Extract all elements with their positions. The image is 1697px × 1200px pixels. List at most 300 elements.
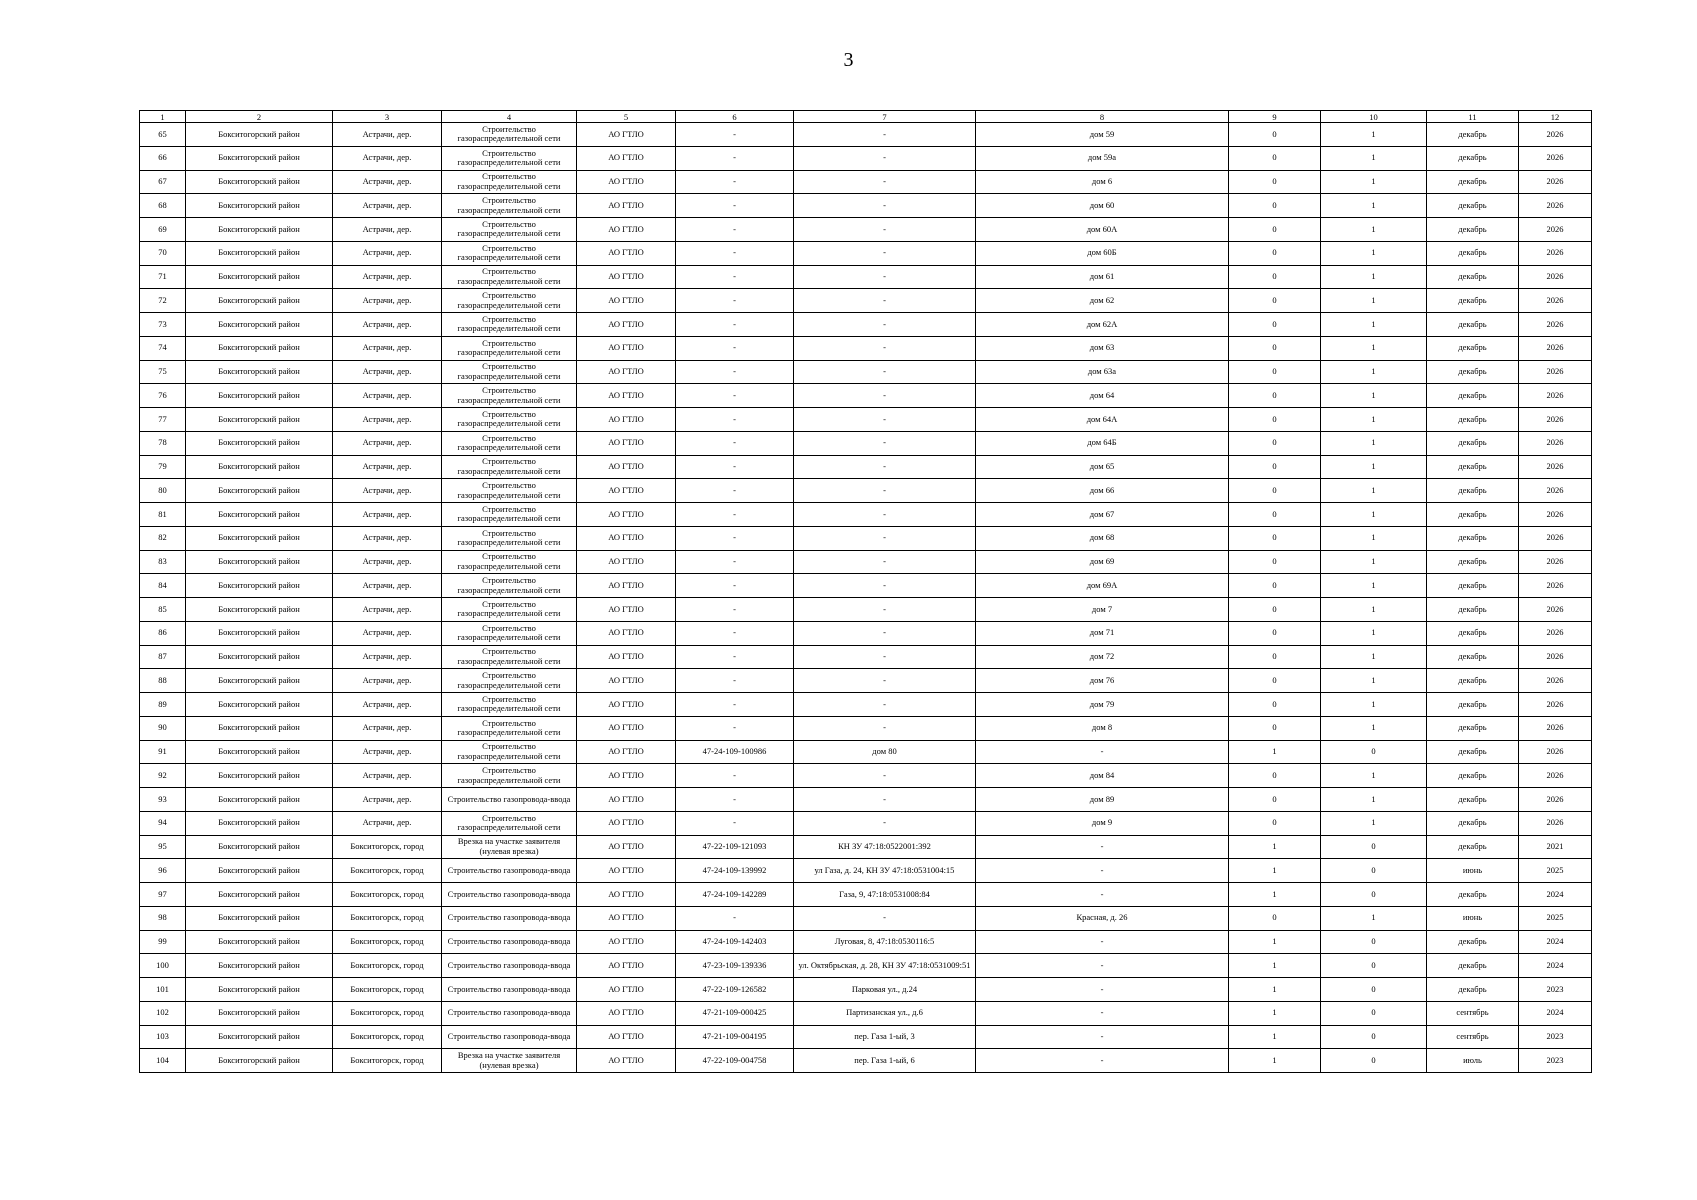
cell-col-month: июль: [1427, 1049, 1519, 1073]
cell-col-month: декабрь: [1427, 408, 1519, 432]
cell-col-count-a: 0: [1229, 408, 1321, 432]
cell-col-work-type: Строительство газораспределительной сети: [442, 408, 577, 432]
header-cell-col-organization: 5: [577, 111, 676, 123]
cell-col-locality: Астрачи, дер.: [333, 479, 442, 503]
cell-col-number: 83: [140, 550, 186, 574]
cell-col-month: декабрь: [1427, 123, 1519, 147]
cell-col-year: 2026: [1519, 170, 1592, 194]
cell-col-month: июнь: [1427, 859, 1519, 883]
cell-col-locality: Астрачи, дер.: [333, 313, 442, 337]
cell-col-district: Бокситогорский район: [186, 431, 333, 455]
cell-col-address-house: -: [976, 883, 1229, 907]
cell-col-work-type: Строительство газораспределительной сети: [442, 503, 577, 527]
cell-col-organization: АО ГТЛО: [577, 431, 676, 455]
table-row: [140, 503, 1592, 527]
cell-col-address-applicant: -: [794, 289, 976, 313]
cell-col-application-number: -: [676, 788, 794, 812]
cell-col-count-b: 1: [1321, 146, 1427, 170]
cell-col-address-house: дом 69А: [976, 574, 1229, 598]
cell-col-application-number: -: [676, 503, 794, 527]
cell-col-work-type: Строительство газораспределительной сети: [442, 170, 577, 194]
cell-col-year: 2026: [1519, 265, 1592, 289]
cell-col-count-b: 1: [1321, 455, 1427, 479]
cell-col-address-applicant: -: [794, 598, 976, 622]
cell-col-address-applicant: дом 80: [794, 740, 976, 764]
cell-col-month: декабрь: [1427, 218, 1519, 242]
cell-col-work-type: Строительство газораспределительной сети: [442, 550, 577, 574]
cell-col-locality: Астрачи, дер.: [333, 289, 442, 313]
cell-col-application-number: -: [676, 408, 794, 432]
cell-col-month: декабрь: [1427, 621, 1519, 645]
cell-col-work-type: Врезка на участке заявителя (нулевая врезка): [442, 1049, 577, 1073]
cell-col-month: декабрь: [1427, 740, 1519, 764]
cell-col-locality: Астрачи, дер.: [333, 526, 442, 550]
header-cell-col-count-a: 9: [1229, 111, 1321, 123]
cell-col-district: Бокситогорский район: [186, 930, 333, 954]
cell-col-number: 79: [140, 455, 186, 479]
cell-col-application-number: -: [676, 693, 794, 717]
cell-col-address-applicant: -: [794, 218, 976, 242]
table-row: [140, 621, 1592, 645]
cell-col-count-a: 0: [1229, 550, 1321, 574]
cell-col-year: 2026: [1519, 574, 1592, 598]
cell-col-locality: Астрачи, дер.: [333, 669, 442, 693]
cell-col-count-a: 0: [1229, 455, 1321, 479]
cell-col-count-b: 1: [1321, 621, 1427, 645]
cell-col-district: Бокситогорский район: [186, 218, 333, 242]
cell-col-organization: АО ГТЛО: [577, 669, 676, 693]
cell-col-count-a: 0: [1229, 123, 1321, 147]
cell-col-number: 100: [140, 954, 186, 978]
cell-col-number: 90: [140, 716, 186, 740]
cell-col-locality: Бокситогорск, город: [333, 930, 442, 954]
cell-col-count-b: 1: [1321, 289, 1427, 313]
cell-col-month: декабрь: [1427, 645, 1519, 669]
cell-col-month: декабрь: [1427, 811, 1519, 835]
cell-col-application-number: -: [676, 716, 794, 740]
cell-col-address-applicant: -: [794, 503, 976, 527]
table-row: [140, 170, 1592, 194]
cell-col-count-b: 1: [1321, 218, 1427, 242]
cell-col-application-number: 47-21-109-000425: [676, 1001, 794, 1025]
cell-col-work-type: Строительство газораспределительной сети: [442, 740, 577, 764]
cell-col-year: 2026: [1519, 645, 1592, 669]
cell-col-number: 93: [140, 788, 186, 812]
cell-col-count-b: 0: [1321, 740, 1427, 764]
cell-col-month: декабрь: [1427, 835, 1519, 859]
cell-col-application-number: -: [676, 811, 794, 835]
cell-col-count-b: 0: [1321, 1049, 1427, 1073]
cell-col-number: 101: [140, 978, 186, 1002]
cell-col-number: 75: [140, 360, 186, 384]
cell-col-month: декабрь: [1427, 455, 1519, 479]
cell-col-address-house: -: [976, 954, 1229, 978]
table-row: [140, 336, 1592, 360]
cell-col-number: 82: [140, 526, 186, 550]
cell-col-year: 2026: [1519, 788, 1592, 812]
cell-col-address-applicant: -: [794, 360, 976, 384]
header-cell-col-month: 11: [1427, 111, 1519, 123]
cell-col-year: 2026: [1519, 218, 1592, 242]
cell-col-work-type: Строительство газораспределительной сети: [442, 598, 577, 622]
cell-col-count-a: 0: [1229, 384, 1321, 408]
cell-col-organization: АО ГТЛО: [577, 1025, 676, 1049]
cell-col-district: Бокситогорский район: [186, 503, 333, 527]
cell-col-organization: АО ГТЛО: [577, 645, 676, 669]
cell-col-address-house: дом 63а: [976, 360, 1229, 384]
cell-col-organization: АО ГТЛО: [577, 859, 676, 883]
cell-col-year: 2024: [1519, 954, 1592, 978]
cell-col-year: 2026: [1519, 740, 1592, 764]
cell-col-address-applicant: -: [794, 621, 976, 645]
cell-col-year: 2026: [1519, 431, 1592, 455]
cell-col-address-applicant: -: [794, 313, 976, 337]
cell-col-application-number: -: [676, 170, 794, 194]
table-row: [140, 740, 1592, 764]
cell-col-number: 97: [140, 883, 186, 907]
cell-col-year: 2025: [1519, 859, 1592, 883]
cell-col-address-house: дом 61: [976, 265, 1229, 289]
header-cell-col-district: 2: [186, 111, 333, 123]
cell-col-district: Бокситогорский район: [186, 574, 333, 598]
cell-col-address-applicant: -: [794, 788, 976, 812]
cell-col-year: 2026: [1519, 764, 1592, 788]
cell-col-application-number: -: [676, 384, 794, 408]
cell-col-district: Бокситогорский район: [186, 455, 333, 479]
cell-col-count-a: 0: [1229, 526, 1321, 550]
cell-col-count-a: 0: [1229, 574, 1321, 598]
table-row: [140, 360, 1592, 384]
cell-col-count-a: 0: [1229, 598, 1321, 622]
cell-col-number: 104: [140, 1049, 186, 1073]
cell-col-count-b: 1: [1321, 479, 1427, 503]
cell-col-month: декабрь: [1427, 954, 1519, 978]
cell-col-district: Бокситогорский район: [186, 194, 333, 218]
cell-col-organization: АО ГТЛО: [577, 930, 676, 954]
cell-col-year: 2021: [1519, 835, 1592, 859]
table-row: [140, 598, 1592, 622]
cell-col-organization: АО ГТЛО: [577, 574, 676, 598]
cell-col-locality: Астрачи, дер.: [333, 408, 442, 432]
cell-col-number: 87: [140, 645, 186, 669]
table-row: [140, 835, 1592, 859]
cell-col-year: 2026: [1519, 598, 1592, 622]
cell-col-application-number: -: [676, 218, 794, 242]
cell-col-count-a: 1: [1229, 954, 1321, 978]
cell-col-district: Бокситогорский район: [186, 146, 333, 170]
cell-col-district: Бокситогорский район: [186, 384, 333, 408]
cell-col-address-applicant: Луговая, 8, 47:18:0530116:5: [794, 930, 976, 954]
cell-col-count-a: 0: [1229, 289, 1321, 313]
table-row: [140, 194, 1592, 218]
cell-col-address-applicant: -: [794, 669, 976, 693]
cell-col-address-applicant: -: [794, 408, 976, 432]
cell-col-year: 2023: [1519, 1025, 1592, 1049]
cell-col-district: Бокситогорский район: [186, 360, 333, 384]
cell-col-work-type: Строительство газораспределительной сети: [442, 431, 577, 455]
cell-col-district: Бокситогорский район: [186, 1025, 333, 1049]
cell-col-address-house: -: [976, 930, 1229, 954]
cell-col-month: декабрь: [1427, 716, 1519, 740]
cell-col-district: Бокситогорский район: [186, 835, 333, 859]
cell-col-count-b: 1: [1321, 645, 1427, 669]
cell-col-count-a: 0: [1229, 170, 1321, 194]
cell-col-address-applicant: -: [794, 906, 976, 930]
cell-col-address-house: дом 59а: [976, 146, 1229, 170]
cell-col-locality: Астрачи, дер.: [333, 336, 442, 360]
cell-col-locality: Бокситогорск, город: [333, 906, 442, 930]
cell-col-locality: Астрачи, дер.: [333, 170, 442, 194]
cell-col-count-a: 1: [1229, 930, 1321, 954]
cell-col-count-b: 0: [1321, 835, 1427, 859]
cell-col-application-number: 47-22-109-004758: [676, 1049, 794, 1073]
cell-col-address-house: дом 69: [976, 550, 1229, 574]
cell-col-address-applicant: -: [794, 811, 976, 835]
cell-col-number: 95: [140, 835, 186, 859]
cell-col-district: Бокситогорский район: [186, 740, 333, 764]
cell-col-district: Бокситогорский район: [186, 408, 333, 432]
cell-col-number: 76: [140, 384, 186, 408]
cell-col-organization: АО ГТЛО: [577, 693, 676, 717]
cell-col-year: 2026: [1519, 408, 1592, 432]
cell-col-count-b: 1: [1321, 313, 1427, 337]
cell-col-address-house: дом 68: [976, 526, 1229, 550]
cell-col-address-house: Красная, д. 26: [976, 906, 1229, 930]
cell-col-month: декабрь: [1427, 598, 1519, 622]
cell-col-count-a: 0: [1229, 503, 1321, 527]
cell-col-address-house: дом 66: [976, 479, 1229, 503]
cell-col-count-a: 0: [1229, 241, 1321, 265]
cell-col-address-applicant: -: [794, 574, 976, 598]
cell-col-count-a: 1: [1229, 883, 1321, 907]
cell-col-count-a: 1: [1229, 740, 1321, 764]
cell-col-district: Бокситогорский район: [186, 859, 333, 883]
table-row: [140, 788, 1592, 812]
cell-col-address-house: дом 89: [976, 788, 1229, 812]
cell-col-month: декабрь: [1427, 930, 1519, 954]
cell-col-count-b: 1: [1321, 764, 1427, 788]
cell-col-address-house: дом 65: [976, 455, 1229, 479]
cell-col-organization: АО ГТЛО: [577, 740, 676, 764]
cell-col-count-b: 1: [1321, 503, 1427, 527]
cell-col-application-number: 47-23-109-139336: [676, 954, 794, 978]
cell-col-work-type: Строительство газораспределительной сети: [442, 360, 577, 384]
cell-col-locality: Бокситогорск, город: [333, 835, 442, 859]
cell-col-work-type: Строительство газораспределительной сети: [442, 146, 577, 170]
cell-col-count-a: 0: [1229, 788, 1321, 812]
cell-col-count-a: 0: [1229, 764, 1321, 788]
cell-col-district: Бокситогорский район: [186, 764, 333, 788]
cell-col-organization: АО ГТЛО: [577, 336, 676, 360]
table-header: [140, 111, 1592, 123]
cell-col-work-type: Строительство газораспределительной сети: [442, 645, 577, 669]
cell-col-year: 2026: [1519, 123, 1592, 147]
cell-col-work-type: Строительство газопровода-ввода: [442, 906, 577, 930]
cell-col-application-number: -: [676, 265, 794, 289]
header-cell-col-application-number: 6: [676, 111, 794, 123]
table-row: [140, 811, 1592, 835]
cell-col-count-b: 1: [1321, 574, 1427, 598]
cell-col-year: 2026: [1519, 811, 1592, 835]
cell-col-organization: АО ГТЛО: [577, 811, 676, 835]
cell-col-address-applicant: -: [794, 336, 976, 360]
cell-col-month: декабрь: [1427, 526, 1519, 550]
cell-col-count-a: 0: [1229, 218, 1321, 242]
table-row: [140, 669, 1592, 693]
cell-col-address-applicant: -: [794, 170, 976, 194]
table-row: [140, 693, 1592, 717]
cell-col-organization: АО ГТЛО: [577, 526, 676, 550]
table-row: [140, 1049, 1592, 1073]
cell-col-year: 2026: [1519, 313, 1592, 337]
registry-table: [139, 110, 1592, 1073]
cell-col-month: декабрь: [1427, 574, 1519, 598]
cell-col-district: Бокситогорский район: [186, 788, 333, 812]
cell-col-district: Бокситогорский район: [186, 313, 333, 337]
cell-col-address-applicant: -: [794, 455, 976, 479]
table-row: [140, 930, 1592, 954]
cell-col-address-applicant: пер. Газа 1-ый, 6: [794, 1049, 976, 1073]
table-row: [140, 978, 1592, 1002]
cell-col-address-applicant: -: [794, 146, 976, 170]
cell-col-number: 72: [140, 289, 186, 313]
cell-col-year: 2026: [1519, 716, 1592, 740]
cell-col-district: Бокситогорский район: [186, 123, 333, 147]
cell-col-district: Бокситогорский район: [186, 954, 333, 978]
cell-col-work-type: Строительство газораспределительной сети: [442, 384, 577, 408]
cell-col-work-type: Строительство газопровода-ввода: [442, 954, 577, 978]
table-row: [140, 289, 1592, 313]
cell-col-address-house: дом 8: [976, 716, 1229, 740]
cell-col-count-a: 0: [1229, 811, 1321, 835]
cell-col-month: сентябрь: [1427, 1001, 1519, 1025]
cell-col-work-type: Строительство газопровода-ввода: [442, 1025, 577, 1049]
header-cell-col-number: 1: [140, 111, 186, 123]
cell-col-number: 74: [140, 336, 186, 360]
cell-col-year: 2024: [1519, 930, 1592, 954]
table-row: [140, 123, 1592, 147]
cell-col-address-applicant: КН ЗУ 47:18:0522001:392: [794, 835, 976, 859]
cell-col-address-house: дом 71: [976, 621, 1229, 645]
cell-col-count-b: 1: [1321, 716, 1427, 740]
cell-col-year: 2026: [1519, 384, 1592, 408]
cell-col-number: 85: [140, 598, 186, 622]
cell-col-address-house: дом 59: [976, 123, 1229, 147]
cell-col-locality: Астрачи, дер.: [333, 574, 442, 598]
cell-col-month: декабрь: [1427, 313, 1519, 337]
cell-col-address-house: дом 64: [976, 384, 1229, 408]
cell-col-count-a: 0: [1229, 693, 1321, 717]
cell-col-application-number: -: [676, 289, 794, 313]
cell-col-organization: АО ГТЛО: [577, 313, 676, 337]
cell-col-application-number: -: [676, 764, 794, 788]
cell-col-month: декабрь: [1427, 265, 1519, 289]
cell-col-count-a: 0: [1229, 431, 1321, 455]
table-row: [140, 859, 1592, 883]
cell-col-number: 69: [140, 218, 186, 242]
cell-col-locality: Астрачи, дер.: [333, 241, 442, 265]
cell-col-address-house: -: [976, 859, 1229, 883]
cell-col-year: 2026: [1519, 336, 1592, 360]
cell-col-month: июнь: [1427, 906, 1519, 930]
cell-col-organization: АО ГТЛО: [577, 170, 676, 194]
cell-col-locality: Астрачи, дер.: [333, 218, 442, 242]
cell-col-locality: Астрачи, дер.: [333, 146, 442, 170]
cell-col-address-applicant: ул. Октябрьская, д. 28, КН ЗУ 47:18:0531009:51: [794, 954, 976, 978]
cell-col-address-applicant: -: [794, 384, 976, 408]
cell-col-organization: АО ГТЛО: [577, 123, 676, 147]
cell-col-locality: Бокситогорск, город: [333, 1049, 442, 1073]
cell-col-count-b: 0: [1321, 930, 1427, 954]
cell-col-organization: АО ГТЛО: [577, 146, 676, 170]
cell-col-count-a: 0: [1229, 194, 1321, 218]
cell-col-count-a: 0: [1229, 146, 1321, 170]
cell-col-address-house: -: [976, 1049, 1229, 1073]
cell-col-district: Бокситогорский район: [186, 621, 333, 645]
cell-col-month: декабрь: [1427, 194, 1519, 218]
table-body: [140, 123, 1592, 1073]
cell-col-work-type: Строительство газораспределительной сети: [442, 574, 577, 598]
cell-col-locality: Астрачи, дер.: [333, 265, 442, 289]
cell-col-count-b: 0: [1321, 883, 1427, 907]
cell-col-locality: Астрачи, дер.: [333, 455, 442, 479]
table-row: [140, 431, 1592, 455]
cell-col-year: 2026: [1519, 693, 1592, 717]
cell-col-district: Бокситогорский район: [186, 265, 333, 289]
cell-col-address-house: дом 84: [976, 764, 1229, 788]
cell-col-count-b: 1: [1321, 526, 1427, 550]
cell-col-count-a: 0: [1229, 265, 1321, 289]
cell-col-address-house: дом 7: [976, 598, 1229, 622]
cell-col-district: Бокситогорский район: [186, 336, 333, 360]
cell-col-district: Бокситогорский район: [186, 978, 333, 1002]
cell-col-month: декабрь: [1427, 669, 1519, 693]
cell-col-count-a: 0: [1229, 313, 1321, 337]
cell-col-address-applicant: Газа, 9, 47:18:0531008:84: [794, 883, 976, 907]
cell-col-number: 71: [140, 265, 186, 289]
cell-col-application-number: -: [676, 621, 794, 645]
table-row: [140, 954, 1592, 978]
cell-col-count-a: 0: [1229, 360, 1321, 384]
table-row: [140, 146, 1592, 170]
cell-col-locality: Астрачи, дер.: [333, 384, 442, 408]
cell-col-address-house: -: [976, 1025, 1229, 1049]
cell-col-address-house: дом 76: [976, 669, 1229, 693]
cell-col-address-applicant: -: [794, 693, 976, 717]
cell-col-address-applicant: Парковая ул., д.24: [794, 978, 976, 1002]
cell-col-address-house: дом 63: [976, 336, 1229, 360]
cell-col-month: декабрь: [1427, 978, 1519, 1002]
cell-col-number: 92: [140, 764, 186, 788]
cell-col-application-number: -: [676, 146, 794, 170]
cell-col-work-type: Строительство газораспределительной сети: [442, 289, 577, 313]
cell-col-organization: АО ГТЛО: [577, 360, 676, 384]
cell-col-locality: Астрачи, дер.: [333, 503, 442, 527]
cell-col-organization: АО ГТЛО: [577, 764, 676, 788]
cell-col-locality: Астрачи, дер.: [333, 811, 442, 835]
cell-col-number: 68: [140, 194, 186, 218]
table-row: [140, 479, 1592, 503]
cell-col-locality: Астрачи, дер.: [333, 740, 442, 764]
cell-col-work-type: Строительство газораспределительной сети: [442, 811, 577, 835]
cell-col-district: Бокситогорский район: [186, 906, 333, 930]
cell-col-number: 78: [140, 431, 186, 455]
cell-col-month: декабрь: [1427, 384, 1519, 408]
cell-col-month: декабрь: [1427, 693, 1519, 717]
cell-col-locality: Бокситогорск, город: [333, 883, 442, 907]
cell-col-month: декабрь: [1427, 479, 1519, 503]
cell-col-count-b: 1: [1321, 811, 1427, 835]
